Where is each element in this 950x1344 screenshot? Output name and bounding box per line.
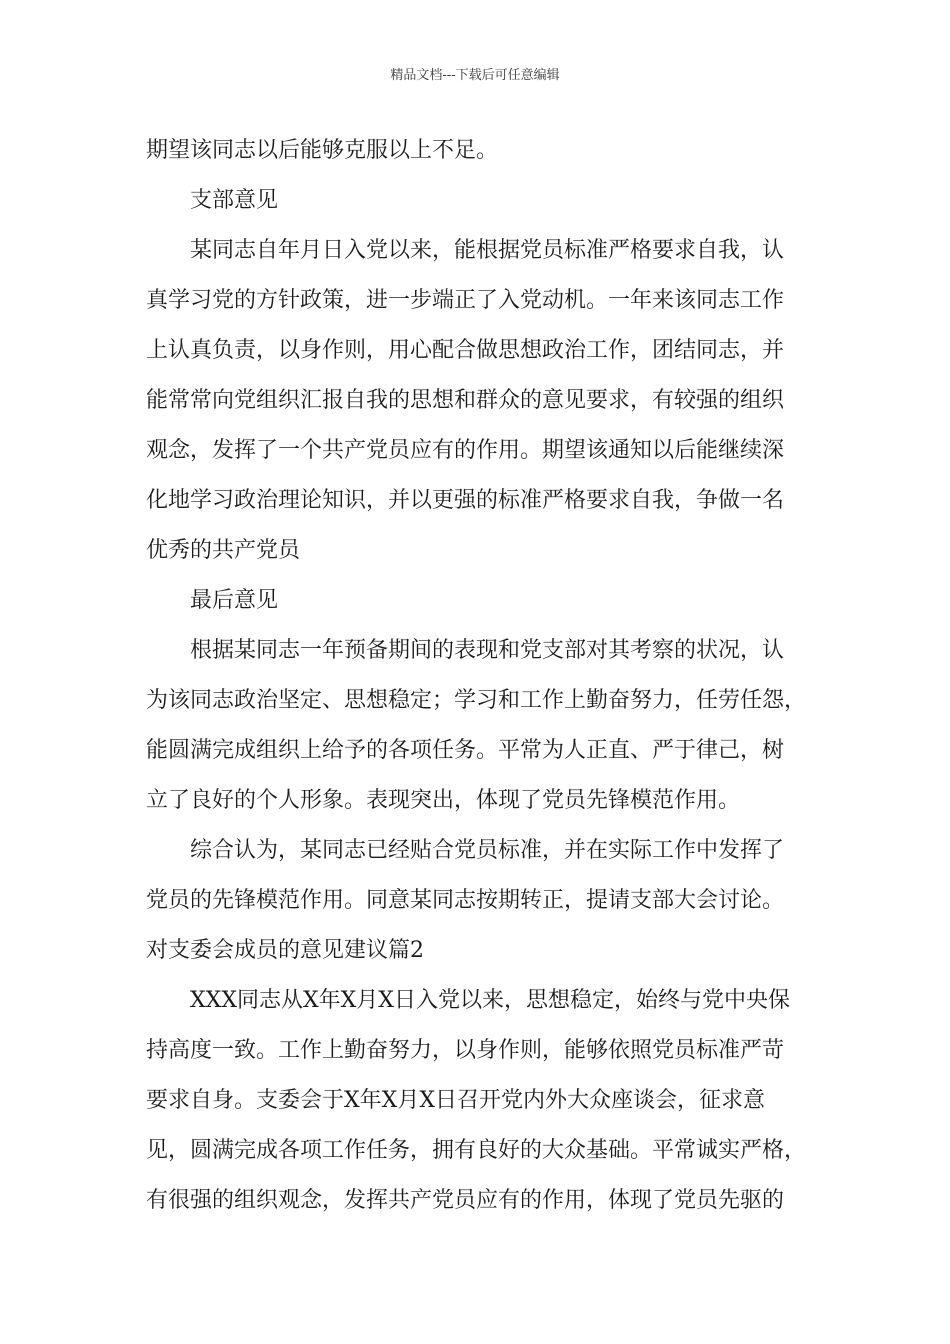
text-line-4: 真学习党的方针政策，进一步端正了入党动机。一年来该同志工作 — [146, 288, 785, 313]
text-line-18: XXX同志从X年X月X日入党以来，思想稳定，始终与党中央保 — [190, 988, 790, 1013]
text-line-9: 优秀的共产党员 — [146, 538, 301, 563]
text-line-13: 能圆满完成组织上给予的各项任务。平常为人正直、严于律己，树 — [146, 738, 785, 763]
text-line-15: 综合认为，某同志已经贴合党员标准，并在实际工作中发挥了 — [190, 838, 785, 863]
text-line-19: 持高度一致。工作上勤奋努力，以身作则，能够依照党员标准严苛 — [146, 1038, 785, 1063]
document-text — [146, 126, 824, 1226]
text-line-14: 立了良好的个人形象。表现突出，体现了党员先锋模范作用。 — [146, 788, 741, 813]
article-title-part-2: 对支委会成员的意见建议篇2 — [146, 938, 424, 963]
text-line-1: 期望该同志以后能够克服以上不足。 — [146, 138, 499, 163]
text-line-22: 有很强的组织观念，发挥共产党员应有的作用，体现了党员先驱的 — [146, 1188, 785, 1213]
text-line-16: 党员的先锋模范作用。同意某同志按期转正，提请支部大会讨论。 — [146, 888, 785, 913]
section-heading-branch-opinion: 支部意见 — [190, 188, 279, 213]
document-body — [146, 126, 824, 1226]
text-line-20: 要求自身。支委会于X年X月X日召开党内外大众座谈会，征求意 — [146, 1088, 765, 1113]
text-line-21: 见，圆满完成各项工作任务，拥有良好的大众基础。平常诚实严格， — [146, 1138, 807, 1163]
text-line-7: 观念，发挥了一个共产党员应有的作用。期望该通知以后能继续深 — [146, 438, 785, 463]
text-line-8: 化地学习政治理论知识，并以更强的标准严格要求自我，争做一名 — [146, 488, 785, 513]
text-line-6: 能常常向党组织汇报自我的思想和群众的意见要求，有较强的组织 — [146, 388, 785, 413]
text-line-11: 根据某同志一年预备期间的表现和党支部对其考察的状况，认 — [190, 638, 785, 663]
text-line-12: 为该同志政治坚定、思想稳定；学习和工作上勤奋努力，任劳任怨， — [146, 688, 807, 713]
text-line-5: 上认真负责，以身作则，用心配合做思想政治工作，团结同志，并 — [146, 338, 785, 363]
page-header: 精品文档---下载后可任意编辑 — [390, 68, 560, 83]
section-heading-final-opinion: 最后意见 — [190, 588, 279, 613]
text-line-3: 某同志自年月日入党以来，能根据党员标准严格要求自我，认 — [190, 238, 785, 263]
